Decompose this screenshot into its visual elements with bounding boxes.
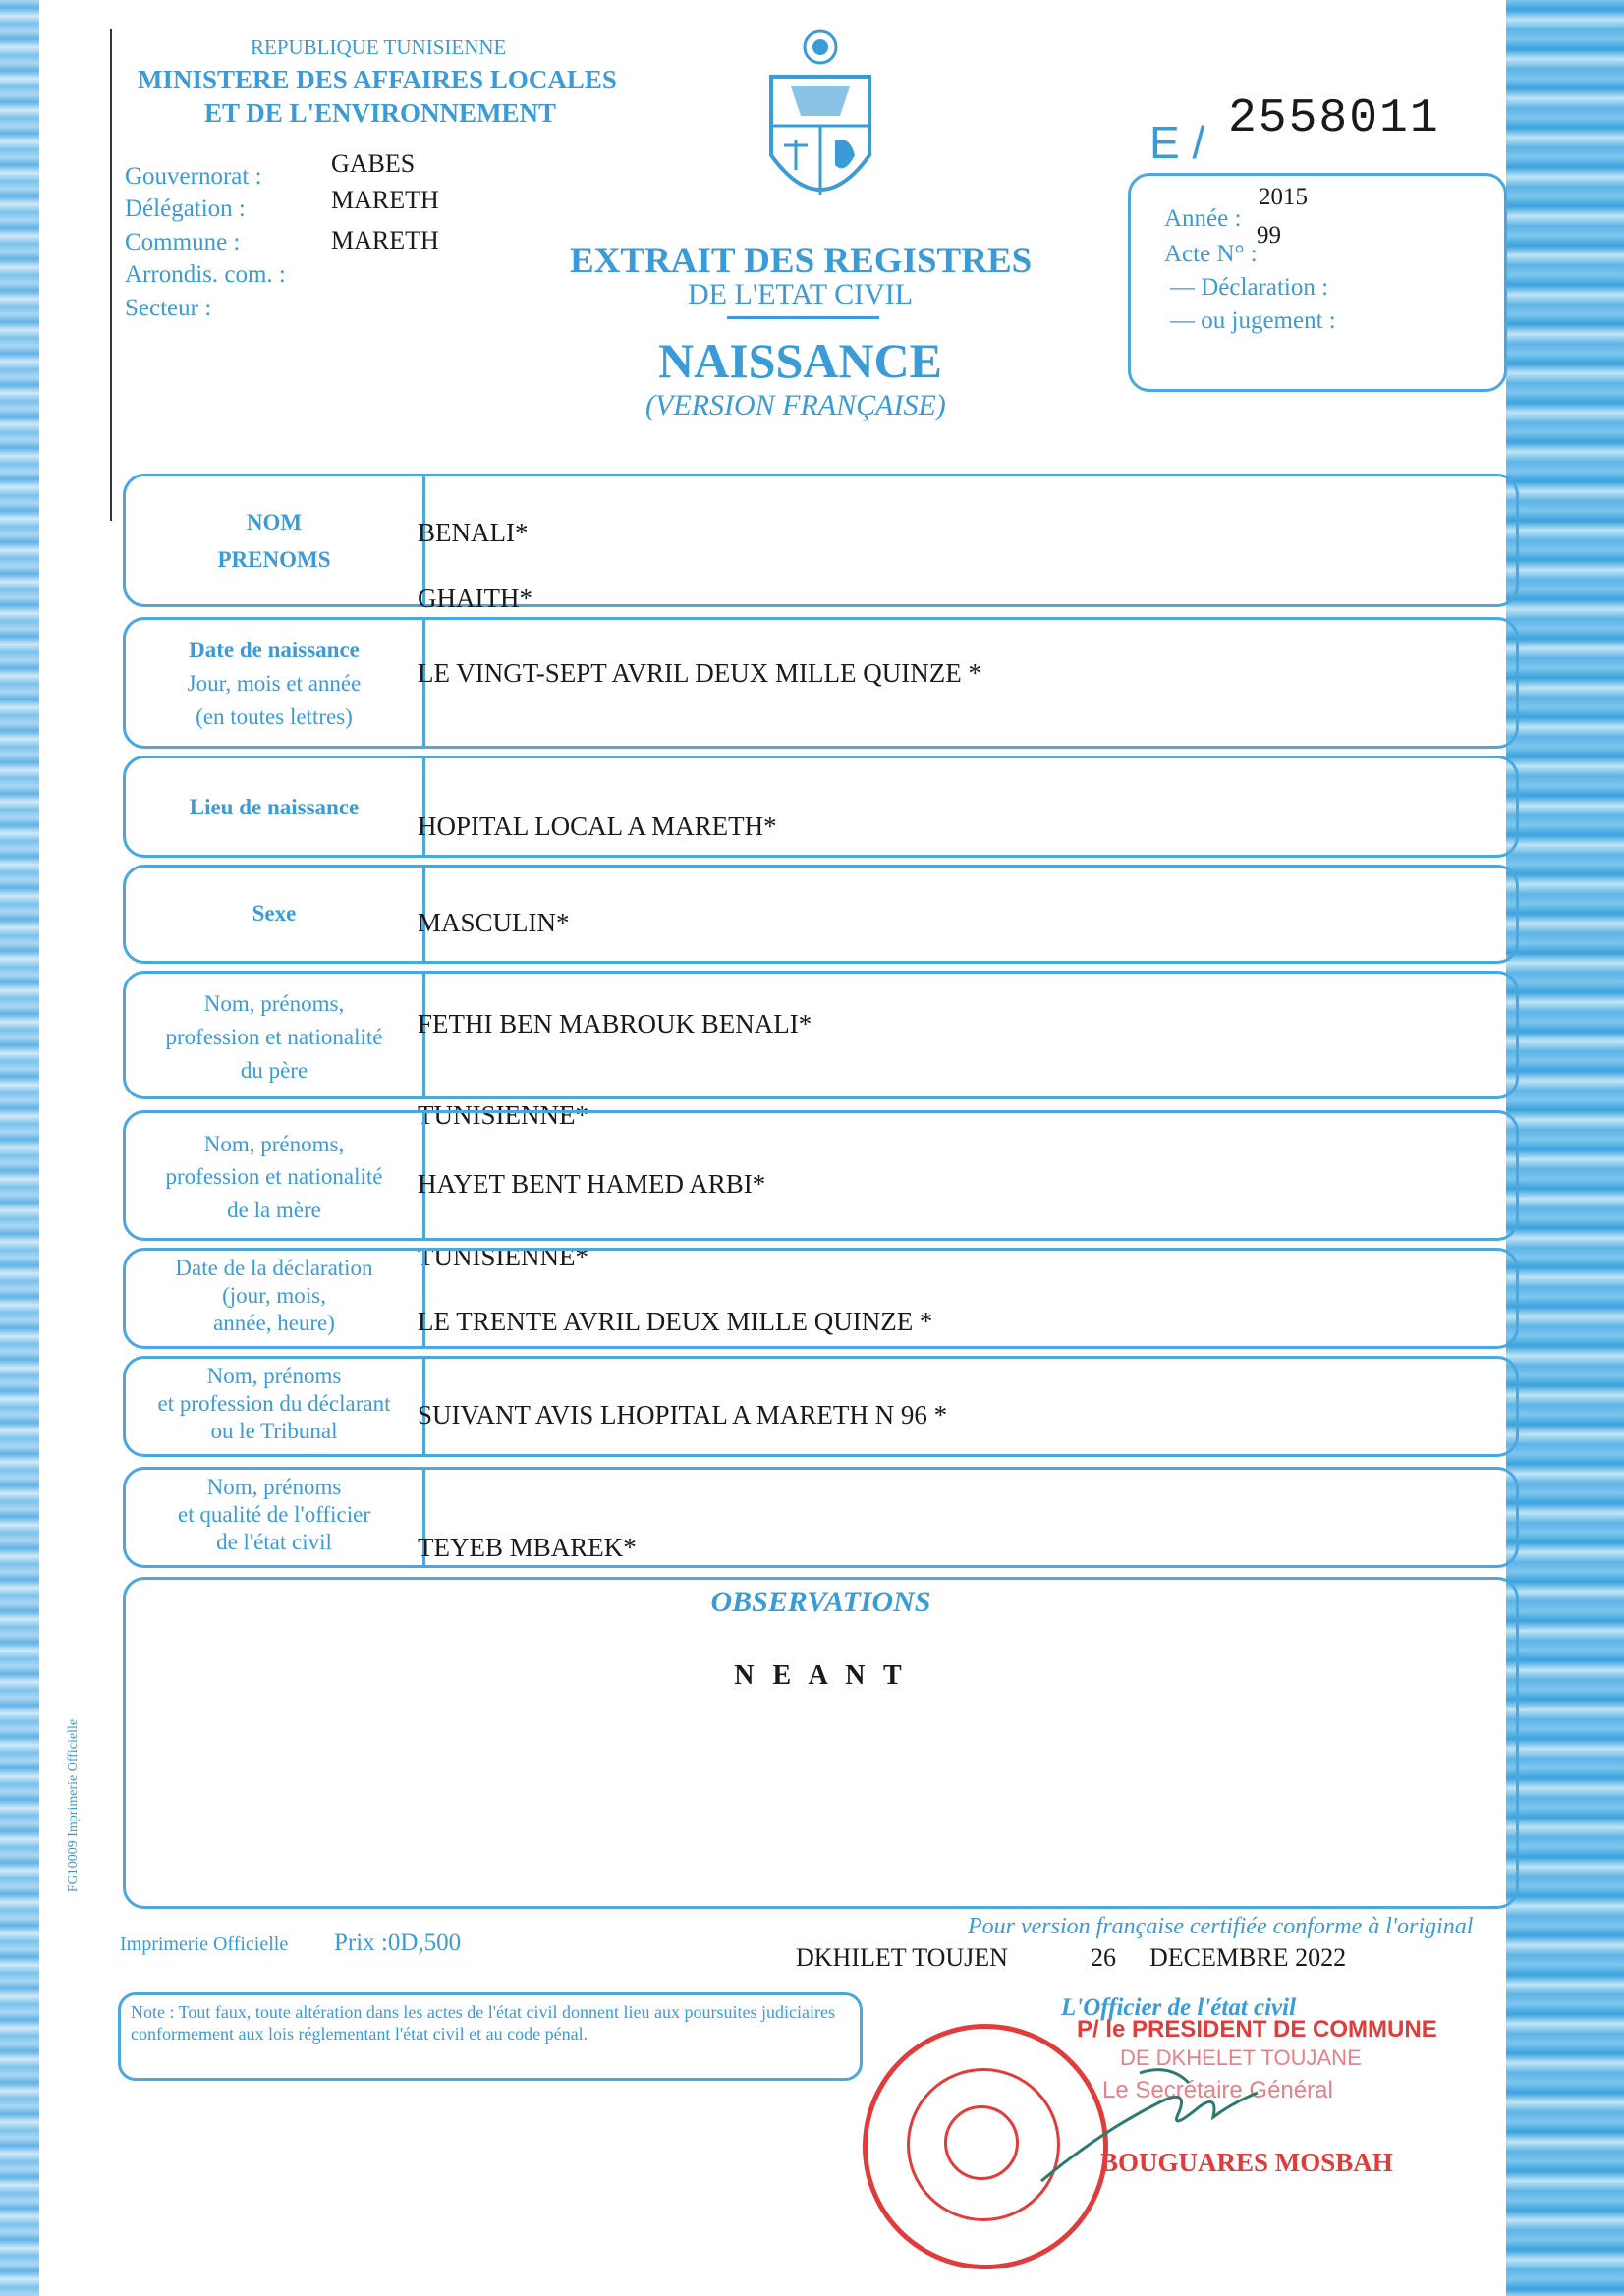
serial-number: 2558011: [1228, 92, 1440, 145]
title-main: NAISSANCE: [658, 333, 942, 388]
nom-label: NOM: [246, 510, 303, 534]
mere-value: HAYET BENT HAMED ARBI*: [418, 1169, 766, 1199]
date-naissance-label3: (en toutes lettres): [196, 704, 353, 729]
nom-value: BENALI*: [418, 518, 529, 547]
officer-title: L'Officier de l'état civil: [1061, 1994, 1297, 2021]
officier-label3: de l'état civil: [216, 1530, 332, 1554]
pere-label1: Nom, prénoms,: [203, 991, 345, 1016]
declarant-value: SUIVANT AVIS LHOPITAL A MARETH N 96 *: [418, 1400, 948, 1429]
seal-core: [944, 2105, 1019, 2180]
annee-label: Année :: [1164, 205, 1242, 232]
observations-title: OBSERVATIONS: [710, 1586, 931, 1618]
delegation-label: Délégation :: [125, 196, 246, 222]
prix-label: Prix :0D,500: [334, 1930, 462, 1956]
pere-nationalite: TUNISIENNE*: [418, 1100, 588, 1130]
decorative-left-border: [0, 0, 39, 2296]
declarant-label3: ou le Tribunal: [210, 1419, 338, 1443]
date-naissance-label1: Date de naissance: [189, 638, 360, 662]
stamp-line3: Le Secrétaire Général: [1102, 2077, 1333, 2103]
label-cell: [126, 476, 425, 604]
gouvernorat-value: GABES: [331, 149, 416, 178]
date-naissance-value: LE VINGT-SEPT AVRIL DEUX MILLE QUINZE *: [418, 658, 981, 688]
declaration-label: — Déclaration :: [1170, 274, 1329, 301]
ministry-line1: MINISTERE DES AFFAIRES LOCALES: [138, 65, 617, 94]
secteur-label: Secteur :: [125, 295, 212, 321]
title-version: (VERSION FRANÇAISE): [645, 389, 946, 421]
lieu-label: Lieu de naissance: [189, 795, 360, 819]
note-text: Note : Tout faux, toute altération dans les actes de l'état civil donnent lieu aux poursuites judiciaires conformement aux lois réglementant l'état civil et au code pénal.: [131, 2002, 835, 2044]
pere-label2: profession et nationalité: [165, 1025, 383, 1049]
acte-label: Acte N° :: [1164, 241, 1258, 267]
delegation-value: MARETH: [331, 186, 439, 214]
declaration-label3: année, heure): [213, 1311, 335, 1335]
mere-label1: Nom, prénoms,: [203, 1132, 345, 1156]
serial-prefix: E /: [1149, 117, 1205, 168]
mere-label2: profession et nationalité: [165, 1164, 383, 1189]
stamp-line2: DE DKHELET TOUJANE: [1120, 2045, 1362, 2070]
declaration-label2: (jour, mois,: [222, 1283, 326, 1308]
ministry-line2: ET DE L'ENVIRONNEMENT: [204, 98, 557, 128]
coat-of-arms-emblem: [756, 28, 884, 224]
decorative-right-border: [1506, 0, 1624, 2296]
row-nom-prenoms: [123, 474, 1519, 607]
imprimerie-label: Imprimerie Officielle: [120, 1933, 289, 1955]
mere-nationalite: TUNISIENNE*: [418, 1242, 588, 1271]
row-sexe: [123, 865, 1519, 964]
commune-value: MARETH: [331, 226, 439, 254]
declaration-label1: Date de la déclaration: [175, 1256, 373, 1280]
side-imprint: FG10009 Imprimerie Officielle: [66, 1718, 81, 1893]
acte-box: [1128, 173, 1507, 392]
sexe-value: MASCULIN*: [418, 908, 570, 937]
title-line2: DE L'ETAT CIVIL: [688, 278, 914, 310]
stamp-line1: P/ le PRESIDENT DE COMMUNE: [1077, 2016, 1437, 2043]
arrondis-label: Arrondis. com. :: [125, 261, 286, 288]
acte-value: 99: [1257, 222, 1281, 249]
title-underline: [727, 316, 879, 319]
prenoms-label: PRENOMS: [217, 547, 331, 572]
title-line1: EXTRAIT DES REGISTRES: [570, 241, 1033, 281]
gouvernorat-label: Gouvernorat :: [125, 163, 262, 190]
commune-label: Commune :: [125, 229, 241, 255]
month-year-value: DECEMBRE 2022: [1149, 1943, 1347, 1972]
declarant-label2: et profession du déclarant: [157, 1391, 391, 1416]
declaration-value: LE TRENTE AVRIL DEUX MILLE QUINZE *: [418, 1307, 933, 1336]
officier-value: TEYEB MBAREK*: [418, 1533, 637, 1562]
jugement-label: — ou jugement :: [1170, 308, 1336, 334]
officer-name: BOUGUARES MOSBAH: [1100, 2148, 1393, 2177]
observations-box: [123, 1577, 1519, 1909]
row-lieu-naissance: [123, 756, 1519, 858]
officier-label2: et qualité de l'officier: [178, 1502, 370, 1527]
republic-label: REPUBLIQUE TUNISIENNE: [251, 35, 507, 59]
day-value: 26: [1091, 1943, 1116, 1972]
place-value: DKHILET TOUJEN: [796, 1943, 1008, 1972]
declarant-label1: Nom, prénoms: [206, 1364, 342, 1388]
header-vertical-rule: [110, 29, 112, 521]
pere-label3: du père: [240, 1058, 308, 1083]
date-naissance-label2: Jour, mois et année: [187, 671, 362, 696]
row-officier: [123, 1467, 1519, 1568]
pere-value: FETHI BEN MABROUK BENALI*: [418, 1009, 812, 1038]
certified-note: Pour version française certifiée conforme à l'original: [968, 1914, 1474, 1939]
sexe-label: Sexe: [252, 901, 297, 925]
annee-value: 2015: [1259, 184, 1308, 210]
observations-value: N E A N T: [734, 1660, 908, 1691]
row-pere: [123, 971, 1519, 1099]
lieu-value: HOPITAL LOCAL A MARETH*: [418, 812, 777, 841]
prenoms-value: GHAITH*: [418, 584, 532, 613]
mere-label3: de la mère: [227, 1198, 321, 1222]
row-mere: [123, 1110, 1519, 1241]
note-box: [118, 1992, 863, 2081]
officier-label1: Nom, prénoms: [206, 1475, 342, 1499]
